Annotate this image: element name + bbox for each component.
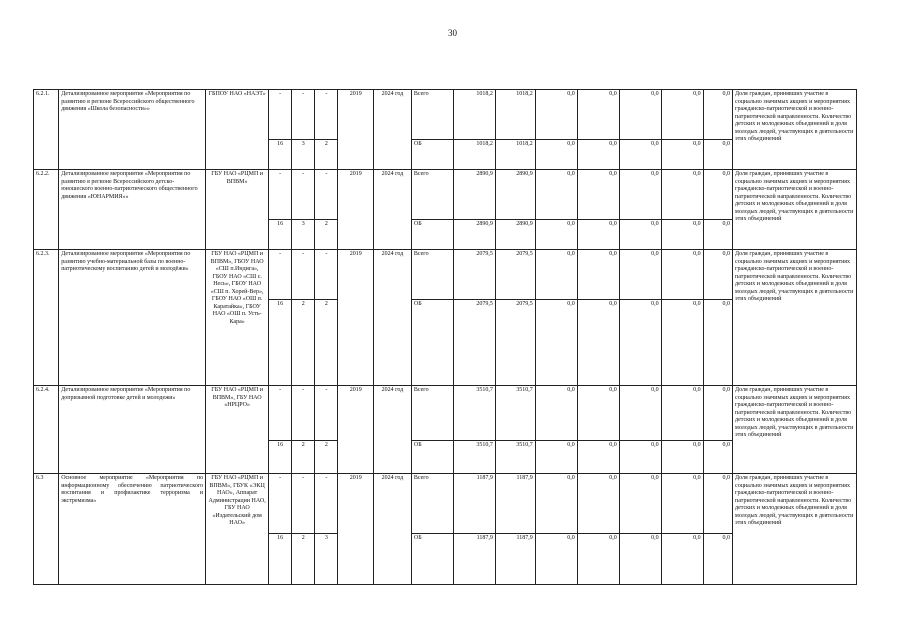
value-cell: 2890,9 [495,220,535,250]
value-cell: 0,0 [703,90,732,140]
value-cell: 1018,2 [495,90,535,140]
value-cell: 0,0 [661,534,703,585]
value-cell: 2079,5 [453,250,495,300]
value-cell: 3510,7 [453,386,495,441]
value-cell: 0,0 [661,220,703,250]
value-cell: 0,0 [535,220,577,250]
code-cell: - [315,170,338,220]
code-cell: - [269,90,292,140]
value-cell: 2079,5 [495,250,535,300]
value-cell: 0,0 [577,170,619,220]
row-result: Доля граждан, принявших участие в социально значимых акциях и мероприятиях гражданско-патриотической и военно-патриотической направленности. Количество детских и молодежных объединений и доля молодых людей, участвующих в деятельности этих объединений [733,386,857,474]
funding-source: Всего [411,474,453,534]
start-year: 2019 [338,90,374,170]
end-year: 2024 год [374,90,412,170]
value-cell: 3510,7 [453,441,495,474]
code-cell: - [292,90,315,140]
code-cell: 3 [315,534,338,585]
value-cell: 0,0 [577,220,619,250]
value-cell: 0,0 [661,474,703,534]
value-cell: 0,0 [535,250,577,300]
funding-source: ОБ [411,220,453,250]
code-cell: 2 [315,300,338,386]
value-cell: 1187,9 [453,474,495,534]
funding-source: Всего [411,170,453,220]
code-cell: 16 [269,300,292,386]
code-cell: - [269,474,292,534]
funding-source: ОБ [411,441,453,474]
value-cell: 0,0 [619,90,661,140]
code-cell: - [292,474,315,534]
code-cell: 2 [315,441,338,474]
row-code: 6.3 [34,474,59,585]
value-cell: 0,0 [661,170,703,220]
value-cell: 0,0 [535,140,577,170]
funding-source: Всего [411,250,453,300]
value-cell: 1018,2 [495,140,535,170]
code-cell: - [315,386,338,441]
code-cell: 16 [269,220,292,250]
code-cell: - [292,386,315,441]
row-title: Основное мероприятие «Мероприятия по информационному обеспечению патриотического воспитания и профилактике терроризма и экстремизма» [59,474,206,585]
funding-source: Всего [411,386,453,441]
value-cell: 0,0 [661,300,703,386]
value-cell: 2890,9 [453,170,495,220]
value-cell: 0,0 [619,441,661,474]
code-cell: - [292,250,315,300]
code-cell: 3 [292,220,315,250]
value-cell: 0,0 [619,250,661,300]
row-result: Доля граждан, принявших участие в социально значимых акциях и мероприятиях гражданско-патриотической и военно-патриотической направленности. Количество детских и молодежных объединений и доля молодых людей, участвующих в деятельности этих объединений [733,170,857,250]
table-row [34,90,857,140]
row-code: 6.2.3. [34,250,59,386]
value-cell: 0,0 [535,441,577,474]
start-year: 2019 [338,170,374,250]
value-cell: 0,0 [703,170,732,220]
row-title: Детализированное мероприятие «Мероприятия по развитию учебно-материальной базы по военно-патриотическому воспитанию детей и молодёжи» [59,250,206,386]
end-year: 2024 год [374,250,412,386]
value-cell: 0,0 [619,220,661,250]
row-title: Детализированное мероприятие «Мероприятия по развитию в регионе Всероссийского детско-юношеского военно-патриотического общественного движения «ЮНАРМИЯ»» [59,170,206,250]
table-row [34,250,857,300]
value-cell: 0,0 [703,474,732,534]
row-code: 6.2.1. [34,90,59,170]
value-cell: 0,0 [577,474,619,534]
code-cell: 2 [292,300,315,386]
end-year: 2024 год [374,170,412,250]
table-body [34,90,857,585]
start-year: 2019 [338,250,374,386]
code-cell: 16 [269,140,292,170]
value-cell: 0,0 [535,474,577,534]
value-cell: 0,0 [703,140,732,170]
value-cell: 2079,5 [495,300,535,386]
value-cell: 0,0 [703,441,732,474]
start-year: 2019 [338,474,374,585]
value-cell: 0,0 [661,140,703,170]
value-cell: 0,0 [535,170,577,220]
value-cell: 0,0 [619,170,661,220]
row-executor: ГБПОУ НАО «НАЭТ» [206,90,269,170]
code-cell: - [269,170,292,220]
value-cell: 0,0 [703,250,732,300]
code-cell: - [315,90,338,140]
value-cell: 0,0 [577,250,619,300]
value-cell: 3510,7 [495,386,535,441]
row-executor: ГБУ НАО «РЦМП и ВПВМ» [206,170,269,250]
table-row [34,386,857,441]
value-cell: 0,0 [661,386,703,441]
value-cell: 0,0 [535,534,577,585]
code-cell: 16 [269,534,292,585]
value-cell: 0,0 [535,386,577,441]
funding-source: ОБ [411,300,453,386]
row-result: Доля граждан, принявших участие в социально значимых акциях и мероприятиях гражданско-патриотической и военно-патриотической направленности. Количество детских и молодежных объединений и доля молодых людей, участвующих в деятельности этих объединений [733,90,857,170]
row-result: Доля граждан, принявших участие в социально значимых акциях и мероприятиях гражданско-патриотической и военно-патриотической направленности. Количество детских и молодежных объединений и доля молодых людей, участвующих в деятельности этих объединений [733,250,857,386]
table-row [34,170,857,220]
code-cell: 3 [292,140,315,170]
value-cell: 0,0 [619,300,661,386]
value-cell: 1018,2 [453,140,495,170]
value-cell: 0,0 [703,220,732,250]
code-cell: - [269,386,292,441]
row-result: Доля граждан, принявших участие в социально значимых акциях и мероприятиях гражданско-патриотической и военно-патриотической направленности. Количество детских и молодежных объединений и доля молодых людей, участвующих в деятельности этих объединений [733,474,857,585]
end-year: 2024 год [374,474,412,585]
row-code: 6.2.4. [34,386,59,474]
value-cell: 1187,9 [495,534,535,585]
value-cell: 0,0 [703,386,732,441]
row-executor: ГБУ НАО «РЦМП и ВПВМ», ГБУ НАО «НРЦРО» [206,386,269,474]
code-cell: - [292,170,315,220]
row-code: 6.2.2. [34,170,59,250]
code-cell: - [315,474,338,534]
value-cell: 0,0 [577,441,619,474]
value-cell: 0,0 [661,441,703,474]
value-cell: 1187,9 [495,474,535,534]
value-cell: 0,0 [661,250,703,300]
value-cell: 2079,5 [453,300,495,386]
value-cell: 0,0 [577,300,619,386]
row-title: Детализированное мероприятие «Мероприятия по развитию в регионе Всероссийского общественного движения «Школа безопасности»» [59,90,206,170]
value-cell: 0,0 [661,90,703,140]
funding-source: ОБ [411,140,453,170]
code-cell: - [269,250,292,300]
value-cell: 0,0 [535,90,577,140]
value-cell: 0,0 [577,534,619,585]
start-year: 2019 [338,386,374,474]
table-row [34,474,857,534]
value-cell: 0,0 [577,90,619,140]
value-cell: 1187,9 [453,534,495,585]
value-cell: 0,0 [619,534,661,585]
code-cell: 2 [292,441,315,474]
value-cell: 3510,7 [495,441,535,474]
value-cell: 0,0 [703,300,732,386]
code-cell: 16 [269,441,292,474]
value-cell: 2890,9 [495,170,535,220]
value-cell: 1018,2 [453,90,495,140]
row-executor: ГБУ НАО «РЦМП и ВПВМ», ГБУК «ЭКЦ НАО», Аппарат Администрации НАО, ГБУ НАО «Издательский дом НАО» [206,474,269,585]
funding-source: Всего [411,90,453,140]
row-title: Детализированное мероприятие «Мероприятия по допризывной подготовке детей и молодежи» [59,386,206,474]
code-cell: - [315,250,338,300]
value-cell: 2890,9 [453,220,495,250]
value-cell: 0,0 [577,386,619,441]
code-cell: 2 [292,534,315,585]
value-cell: 0,0 [619,140,661,170]
program-table [33,89,857,585]
code-cell: 2 [315,220,338,250]
value-cell: 0,0 [619,386,661,441]
page-number: 30 [448,28,457,38]
value-cell: 0,0 [535,300,577,386]
end-year: 2024 год [374,386,412,474]
row-executor: ГБУ НАО «РЦМП и ВПВМ», ГБОУ НАО «СШ п.Индига», ГБОУ НАО «СШ с. Несь», ГБОУ НАО «СШ п. Хорей-Вер», ГБОУ НАО «ОШ п. Каратайка», ГБОУ НАО «ОШ п. Усть-Кара» [206,250,269,386]
funding-source: ОБ [411,534,453,585]
value-cell: 0,0 [619,474,661,534]
value-cell: 0,0 [703,534,732,585]
code-cell: 2 [315,140,338,170]
value-cell: 0,0 [577,140,619,170]
